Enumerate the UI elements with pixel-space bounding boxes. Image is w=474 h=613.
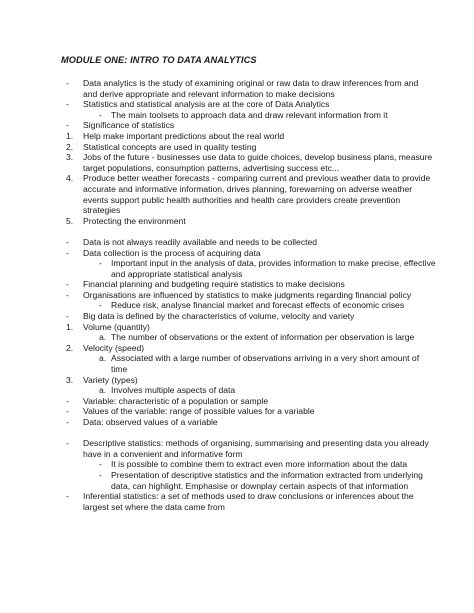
list-item-text: Significance of statistics	[83, 120, 175, 131]
list-item-text: Descriptive statistics: methods of organising, summarising and presenting data you already have in a convenient and informative form	[83, 438, 429, 459]
list-item-text: It is possible to combine them to extract even more information about the data	[111, 459, 408, 470]
list-item	[0, 396, 474, 407]
sub-list-item	[0, 353, 474, 374]
list-item-text: Important input in the analysis of data, provides information to make precise, effective and appropriate statistical analysis	[111, 258, 436, 279]
list-marker: -	[66, 395, 69, 406]
list-marker: 5.	[66, 215, 74, 226]
list-item-text: Data collection is the process of acquiring data	[83, 247, 261, 258]
list-item-text: Reduce risk, analyse financial market and forecast effects of economic crises	[111, 300, 405, 311]
list-item-text: Statistics and statistical analysis are at the core of Data Analytics	[83, 99, 330, 110]
module-title: MODULE ONE: INTRO TO DATA ANALYTICS	[61, 55, 257, 65]
list-item	[0, 120, 474, 131]
list-item-text: Inferential statistics: a set of methods used to draw conclusions or inferences about the largest set where the data came from	[83, 491, 414, 512]
list-marker: -	[66, 99, 69, 110]
list-item-text: Variety (types)	[83, 374, 138, 385]
list-item	[0, 406, 474, 417]
list-item-text: Produce better weather forecasts - comparing current and previous weather data to provide accurate and informative information, drives planning, forewarning on adverse weather events support public health authorities and health care providers create prevention strategies	[83, 173, 431, 216]
list-marker: 2.	[66, 141, 74, 152]
list-marker: -	[99, 258, 102, 269]
list-item-text: Jobs of the future - businesses use data to guide choices, develop business plans, measure target populations, consumption patterns, advertising success etc...	[83, 152, 433, 173]
sub-list-item	[0, 300, 474, 311]
list-marker: -	[99, 469, 102, 480]
list-item-text: The number of observations or the extent of information per observation is large	[111, 332, 415, 343]
list-marker: a.	[99, 385, 107, 396]
list-marker: a.	[99, 353, 107, 364]
list-item-text: Presentation of descriptive statistics and the information extracted from underlying data, can highlight. Emphasise or downplay certain aspects of that information	[111, 469, 423, 491]
list-item-text: Velocity (speed)	[83, 342, 145, 353]
list-marker: -	[99, 109, 102, 120]
list-item-text: Big data is defined by the characteristics of volume, velocity and variety	[83, 311, 355, 322]
list-item	[0, 343, 474, 354]
list-item	[0, 216, 474, 227]
list-marker: -	[66, 120, 69, 131]
list-marker: 3.	[66, 152, 74, 163]
list-marker: -	[66, 311, 69, 322]
list-item-text: Financial planning and budgeting require statistics to make decisions	[83, 279, 345, 290]
list-item-text: Values of the variable: range of possible values for a variable	[83, 406, 315, 417]
list-item	[0, 491, 474, 512]
list-item	[0, 99, 474, 110]
list-item	[0, 375, 474, 386]
list-marker: -	[66, 289, 69, 300]
list-item-text: Data: observed values of a variable	[83, 417, 218, 427]
list-item-text: Volume (quantity)	[83, 321, 150, 332]
list-marker: 1.	[66, 130, 74, 141]
list-item	[0, 131, 474, 142]
list-item-text: Organisations are influenced by statistics to make judgments regarding financial policy	[83, 289, 412, 300]
sub-list-item	[0, 258, 474, 279]
list-item	[0, 152, 474, 173]
list-item	[0, 248, 474, 259]
list-marker: -	[66, 279, 69, 290]
section-gap	[0, 226, 474, 237]
list-item	[0, 322, 474, 333]
list-marker: -	[99, 300, 102, 311]
list-item	[0, 290, 474, 301]
notes-list	[0, 78, 474, 512]
list-marker: -	[99, 459, 102, 470]
list-item	[0, 173, 474, 215]
list-marker: 1.	[66, 321, 74, 332]
list-item	[0, 142, 474, 153]
list-marker: 4.	[66, 173, 74, 184]
list-item-text: Protecting the environment	[83, 215, 186, 226]
list-marker: a.	[99, 332, 107, 343]
list-item-text: Involves multiple aspects of data	[111, 385, 236, 396]
list-item-text: Statistical concepts are used in quality testing	[83, 141, 257, 152]
list-item	[0, 417, 474, 428]
list-marker: -	[66, 406, 69, 417]
list-marker: 3.	[66, 374, 74, 385]
sub-list-item	[0, 385, 474, 396]
list-marker: -	[66, 247, 69, 258]
list-marker: -	[66, 438, 69, 449]
list-item	[0, 438, 474, 459]
list-item	[0, 279, 474, 290]
list-item-text: Help make important predictions about the real world	[83, 130, 285, 141]
sub-list-item	[0, 332, 474, 343]
list-item-text: Data analytics is the study of examining original or raw data to draw inferences from and and derive appropriate and relevant information to make decisions	[83, 78, 419, 99]
list-item	[0, 237, 474, 248]
list-marker: -	[66, 78, 69, 88]
list-item-text: Data is not always readily available and needs to be collected	[83, 236, 318, 247]
section-gap	[0, 428, 474, 439]
list-marker: -	[66, 236, 69, 247]
sub-list-item	[0, 110, 474, 121]
sub-list-item	[0, 459, 474, 470]
list-marker: -	[66, 417, 69, 427]
list-item	[0, 311, 474, 322]
list-item	[0, 78, 474, 99]
sub-list-item	[0, 470, 474, 491]
list-item-text: Associated with a large number of observations arriving in a very short amount of time	[111, 353, 420, 375]
list-item-text: The main toolsets to approach data and draw relevant information from it	[111, 109, 388, 120]
list-marker: 2.	[66, 342, 74, 353]
list-marker: -	[66, 491, 69, 502]
list-item-text: Variable: characteristic of a population or sample	[83, 395, 269, 406]
